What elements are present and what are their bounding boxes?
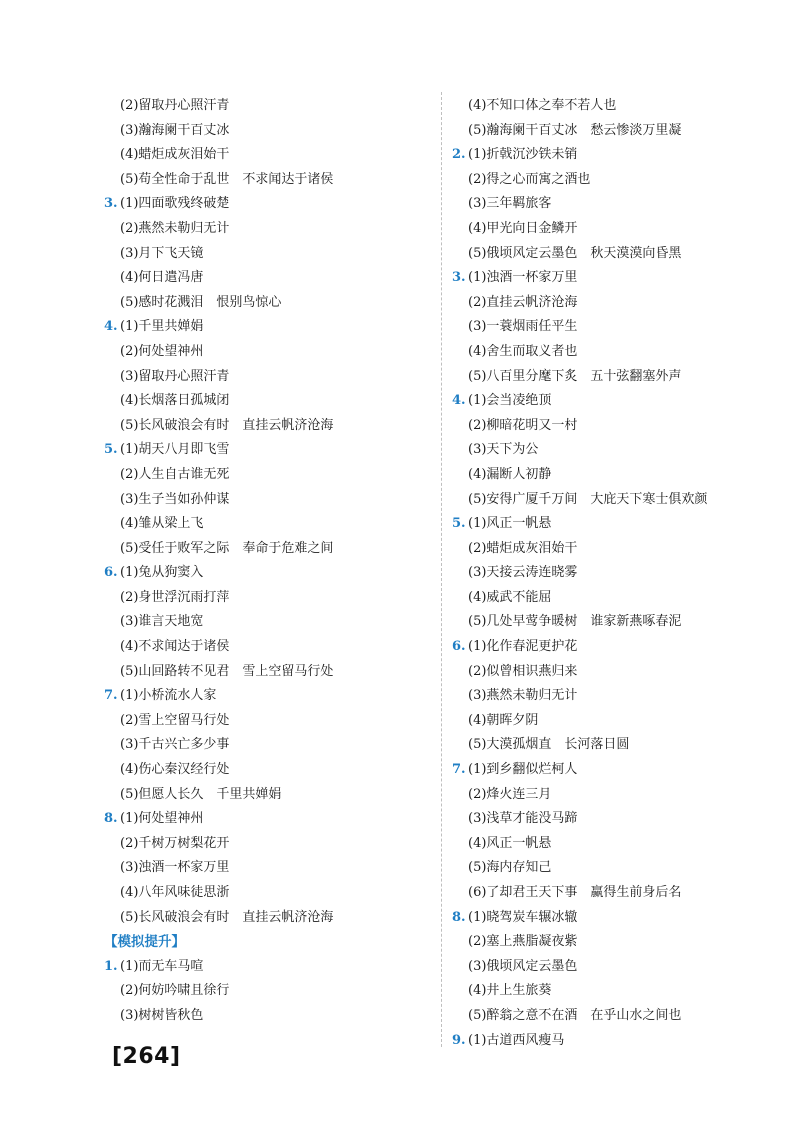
answer-line: [452, 291, 782, 316]
answer-text: (5)瀚海阑干百丈冰 愁云惨淡万里凝: [468, 122, 682, 138]
answer-line: [104, 979, 434, 1004]
answer-line: [452, 315, 782, 340]
answer-text: (1)小桥流水人家: [120, 688, 217, 704]
question-number: 7.: [452, 762, 466, 778]
answer-line: [104, 709, 434, 734]
answer-text: (1)而无车马喧: [120, 958, 204, 974]
answer-line: [452, 955, 782, 980]
question-item: [452, 906, 782, 931]
answer-text: (1)四面歌残终破楚: [120, 196, 230, 212]
question-item: [104, 561, 434, 586]
answer-line: [452, 192, 782, 217]
answer-text: (4)何日遣冯唐: [120, 270, 204, 286]
answer-text: (2)人生自古谁无死: [120, 466, 230, 482]
answer-text: (2)蜡炬成灰泪始干: [468, 540, 578, 556]
question-item: [104, 684, 434, 709]
question-item: [104, 807, 434, 832]
answer-text: (4)舍生而取义者也: [468, 343, 578, 359]
question-number: 4.: [104, 319, 118, 335]
answer-text: (3)留取丹心照汗青: [120, 368, 230, 384]
column-divider: [441, 92, 442, 1047]
answer-text: (4)蜡炬成灰泪始干: [120, 147, 230, 163]
question-number: 4.: [452, 393, 466, 409]
question-item: [452, 143, 782, 168]
answer-line: [104, 119, 434, 144]
answer-column-left: [104, 94, 434, 1029]
answer-text: (5)感时花溅泪 恨别鸟惊心: [120, 294, 282, 310]
answer-text: (1)晓驾炭车辗冰辙: [468, 909, 578, 925]
answer-line: [452, 783, 782, 808]
answer-text: (4)井上生旅葵: [468, 983, 552, 999]
answer-text: (2)何妨吟啸且徐行: [120, 983, 230, 999]
answer-text: (1)兔从狗窦入: [120, 565, 204, 581]
answer-text: (3)天下为公: [468, 442, 539, 458]
answer-text: (3)浅草才能没马蹄: [468, 811, 578, 827]
answer-line: [452, 217, 782, 242]
answer-text: (4)长烟落日孤城闭: [120, 393, 230, 409]
question-number: 6.: [104, 565, 118, 581]
answer-line: [104, 610, 434, 635]
answer-text: (2)身世浮沉雨打萍: [120, 589, 230, 605]
answer-line: [104, 783, 434, 808]
answer-text: (5)但愿人长久 千里共婵娟: [120, 786, 282, 802]
answer-text: (4)八年风味徒思浙: [120, 885, 230, 900]
question-number: 5.: [452, 516, 466, 532]
answer-text: (2)直挂云帆济沧海: [468, 294, 578, 310]
question-number: 5.: [104, 442, 118, 458]
answer-text: (3)天接云涛连晓雾: [468, 565, 578, 581]
answer-line: [104, 660, 434, 685]
answer-text: (1)折戟沉沙铁未销: [468, 147, 578, 163]
answer-line: [104, 143, 434, 168]
answer-text: (3)燕然未勒归无计: [468, 688, 578, 704]
answer-line: [104, 488, 434, 513]
answer-text: (1)到乡翻似烂柯人: [468, 762, 578, 778]
page-number: [264]: [112, 1044, 181, 1069]
answer-text: (1)何处望神州: [120, 811, 204, 827]
question-item: [452, 1029, 782, 1054]
answer-text: (2)烽火连三月: [468, 786, 552, 802]
answer-text: (4)风正一帆悬: [468, 835, 552, 851]
answer-line: [452, 438, 782, 463]
question-number: 9.: [452, 1032, 466, 1048]
answer-text: (5)苟全性命于乱世 不求闻达于诸侯: [120, 171, 334, 187]
section-header-label: 【模拟提升】: [104, 934, 185, 951]
answer-line: [452, 610, 782, 635]
answer-text: (4)不知口体之奉不若人也: [468, 98, 617, 113]
answer-text: (1)浊酒一杯家万里: [468, 270, 578, 286]
answer-text: (5)受任于败军之际 奉命于危难之间: [120, 540, 334, 556]
answer-text: (2)雪上空留马行处: [120, 712, 230, 728]
answer-text: (1)胡天八月即飞雪: [120, 442, 230, 458]
answer-text: (5)长风破浪会有时 直挂云帆济沧海: [120, 909, 334, 925]
answer-line: [452, 979, 782, 1004]
question-number: 1.: [104, 958, 118, 974]
answer-column-right: [452, 94, 782, 1053]
answer-text: (4)甲光向日金鳞开: [468, 220, 578, 236]
answer-text: (2)千树万树梨花开: [120, 835, 230, 851]
answer-text: (6)了却君王天下事 赢得生前身后名: [468, 885, 682, 900]
answer-line: [452, 119, 782, 144]
question-number: 2.: [452, 147, 466, 163]
answer-text: (2)得之心而寓之酒也: [468, 171, 591, 187]
answer-text: (4)威武不能屈: [468, 589, 552, 605]
answer-line: [452, 881, 782, 906]
question-item: [452, 635, 782, 660]
answer-line: [452, 684, 782, 709]
question-number: 3.: [452, 270, 466, 286]
answer-text: (3)谁言天地宽: [120, 614, 204, 630]
answer-line: [452, 1004, 782, 1029]
answer-text: (4)漏断人初静: [468, 466, 552, 482]
answer-line: [104, 266, 434, 291]
answer-line: [452, 463, 782, 488]
question-item: [104, 315, 434, 340]
answer-text: (3)生子当如孙仲谋: [120, 491, 230, 507]
answer-text: (1)古道西风瘦马: [468, 1032, 565, 1048]
answer-line: [452, 733, 782, 758]
answer-text: (3)月下飞天镜: [120, 245, 204, 261]
answer-line: [452, 414, 782, 439]
answer-text: (3)瀚海阑干百丈冰: [120, 122, 230, 138]
answer-text: (4)伤心秦汉经行处: [120, 762, 230, 778]
answer-line: [452, 488, 782, 513]
answer-text: (3)俄顷风定云墨色: [468, 958, 578, 974]
answer-line: [104, 365, 434, 390]
answer-text: (1)化作春泥更护花: [468, 639, 578, 655]
question-number: 3.: [104, 196, 118, 212]
answer-line: [104, 463, 434, 488]
question-item: [452, 389, 782, 414]
question-number: 7.: [104, 688, 118, 704]
answer-text: (1)风正一帆悬: [468, 516, 552, 532]
answer-text: (5)大漠孤烟直 长河落日圆: [468, 737, 630, 753]
answer-text: (3)一蓑烟雨任平生: [468, 319, 578, 335]
answer-text: (5)安得广厦千万间 大庇天下寒士俱欢颜: [468, 491, 708, 507]
section-header: [104, 930, 434, 955]
answer-text: (2)燕然未勒归无计: [120, 220, 230, 236]
question-item: [452, 266, 782, 291]
answer-line: [452, 537, 782, 562]
answer-text: (5)海内存知己: [468, 860, 552, 876]
answer-line: [104, 168, 434, 193]
answer-line: [104, 906, 434, 931]
answer-text: (2)柳暗花明又一村: [468, 417, 578, 433]
answer-text: (4)朝晖夕阴: [468, 712, 539, 728]
answer-line: [104, 389, 434, 414]
question-item: [452, 758, 782, 783]
answer-line: [452, 365, 782, 390]
answer-text: (2)何处望神州: [120, 343, 204, 359]
answer-line: [104, 733, 434, 758]
answer-line: [104, 340, 434, 365]
answer-text: (5)几处早莺争暖树 谁家新燕啄春泥: [468, 614, 682, 630]
answer-line: [104, 291, 434, 316]
answer-line: [104, 586, 434, 611]
question-item: [104, 192, 434, 217]
answer-line: [104, 242, 434, 267]
answer-text: (2)留取丹心照汗青: [120, 98, 230, 113]
question-number: 8.: [452, 909, 466, 925]
answer-text: (1)会当凌绝顶: [468, 393, 552, 409]
answer-line: [452, 660, 782, 685]
answer-line: [104, 1004, 434, 1029]
answer-text: (1)千里共婵娟: [120, 319, 204, 335]
question-number: 6.: [452, 639, 466, 655]
answer-line: [452, 709, 782, 734]
answer-line: [104, 758, 434, 783]
answer-line: [452, 807, 782, 832]
answer-text: (3)树树皆秋色: [120, 1007, 204, 1023]
answer-line: [452, 832, 782, 857]
answer-line: [104, 414, 434, 439]
answer-line: [104, 635, 434, 660]
answer-text: (3)浊酒一杯家万里: [120, 860, 230, 876]
answer-text: (5)山回路转不见君 雪上空留马行处: [120, 663, 334, 679]
answer-text: (5)俄顷风定云墨色 秋天漠漠向昏黑: [468, 245, 682, 261]
question-item: [452, 512, 782, 537]
answer-text: (5)长风破浪会有时 直挂云帆济沧海: [120, 417, 334, 433]
question-item: [104, 955, 434, 980]
answer-line: [104, 94, 434, 119]
answer-text: (4)不求闻达于诸侯: [120, 639, 230, 655]
answer-text: (2)似曾相识燕归来: [468, 663, 578, 679]
answer-line: [104, 856, 434, 881]
answer-text: (4)雏从梁上飞: [120, 516, 204, 532]
answer-line: [452, 586, 782, 611]
answer-line: [104, 217, 434, 242]
answer-text: (3)千古兴亡多少事: [120, 737, 230, 753]
answer-line: [104, 881, 434, 906]
answer-line: [452, 930, 782, 955]
answer-line: [452, 340, 782, 365]
answer-line: [104, 537, 434, 562]
answer-line: [104, 512, 434, 537]
question-item: [104, 438, 434, 463]
answer-line: [452, 856, 782, 881]
answer-line: [452, 94, 782, 119]
answer-line: [452, 242, 782, 267]
answer-line: [452, 168, 782, 193]
answer-text: (2)塞上燕脂凝夜紫: [468, 934, 578, 950]
answer-line: [452, 561, 782, 586]
answer-line: [104, 832, 434, 857]
answer-text: (5)醉翁之意不在酒 在乎山水之间也: [468, 1007, 682, 1023]
answer-text: (3)三年羁旅客: [468, 196, 552, 212]
question-number: 8.: [104, 811, 118, 827]
answer-text: (5)八百里分麾下炙 五十弦翻塞外声: [468, 368, 682, 384]
